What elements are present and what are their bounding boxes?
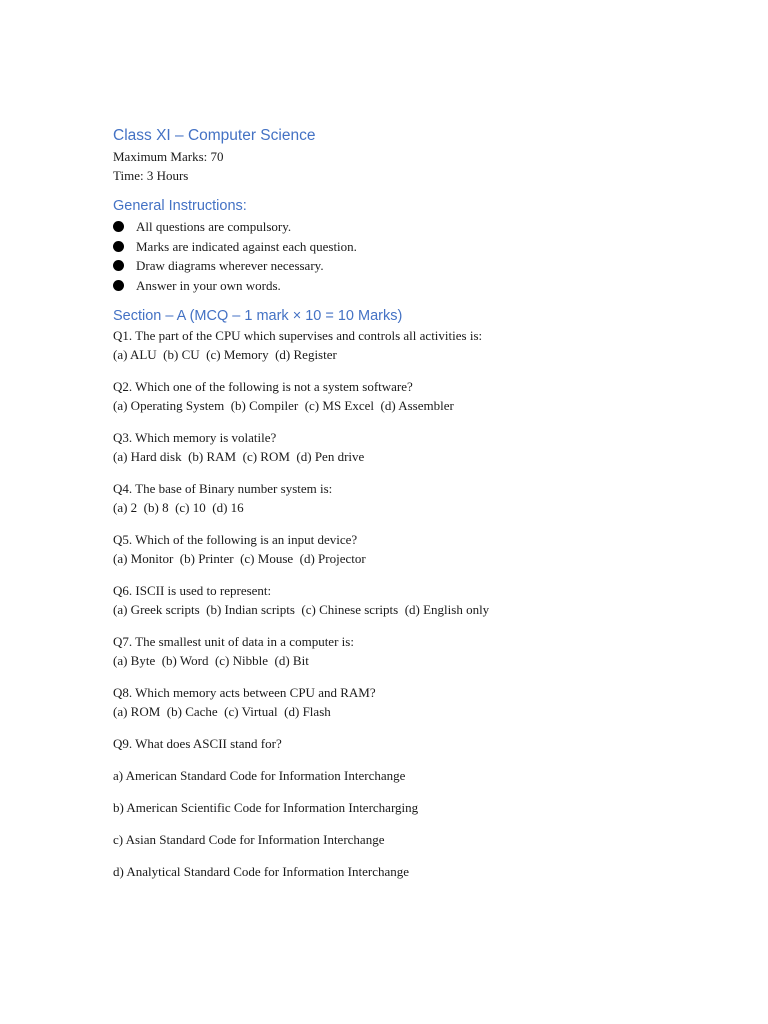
- instructions-list: [113, 217, 713, 295]
- question-options: (a) Greek scripts (b) Indian scripts (c) Chinese scripts (d) English only: [113, 601, 490, 617]
- question-text-q9: Q9. What does ASCII stand for?: [113, 736, 282, 752]
- question-text: Q8. Which memory acts between CPU and RAM?: [113, 685, 376, 701]
- question-text: Q2. Which one of the following is not a system software?: [113, 379, 413, 395]
- question-text: Q6. ISCII is used to represent:: [113, 583, 272, 599]
- instruction-text: All questions are compulsory.: [136, 219, 292, 234]
- instruction-text: Draw diagrams wherever necessary.: [136, 258, 324, 274]
- bullet-icon: [113, 280, 124, 291]
- question-options: (a) ROM (b) Cache (c) Virtual (d) Flash: [113, 703, 331, 719]
- time-allowed: Time: 3 Hours: [113, 167, 189, 183]
- bullet-icon: [113, 260, 124, 271]
- bullet-icon: [113, 221, 124, 232]
- question-block-q4: [113, 480, 713, 517]
- question-text: Q3. Which memory is volatile?: [113, 430, 277, 446]
- question-block-q8: [113, 684, 713, 721]
- bullet-icon: [113, 241, 124, 252]
- section-a-heading: Section – A (MCQ – 1 mark × 10 = 10 Marks): [113, 308, 403, 325]
- question-options: (a) Hard disk (b) RAM (c) ROM (d) Pen drive: [113, 448, 365, 464]
- question-block-q6: [113, 582, 713, 619]
- question-options: (a) 2 (b) 8 (c) 10 (d) 16: [113, 499, 244, 515]
- instruction-item: [113, 256, 713, 276]
- question-block-q5: [113, 531, 713, 568]
- instruction-text: Marks are indicated against each question.: [136, 238, 357, 254]
- q9-option-c: c) Asian Standard Code for Information Interchange: [113, 832, 385, 848]
- question-text: Q7. The smallest unit of data in a computer is:: [113, 634, 354, 650]
- question-text: Q4. The base of Binary number system is:: [113, 481, 333, 497]
- question-block-q7: [113, 633, 713, 670]
- instruction-item: [113, 237, 713, 257]
- document-title: Class XI – Computer Science: [113, 127, 316, 144]
- question-text: Q1. The part of the CPU which supervises and controls all activities is:: [113, 328, 483, 344]
- question-options: (a) Operating System (b) Compiler (c) MS Excel (d) Assembler: [113, 397, 454, 413]
- max-marks: Maximum Marks: 70: [113, 149, 224, 164]
- instruction-item: [113, 217, 713, 237]
- question-options: (a) Monitor (b) Printer (c) Mouse (d) Projector: [113, 550, 366, 566]
- question-options: (a) ALU (b) CU (c) Memory (d) Register: [113, 346, 337, 362]
- document-page: [113, 124, 713, 895]
- instructions-heading: General Instructions:: [113, 198, 247, 214]
- question-text: Q5. Which of the following is an input device?: [113, 532, 358, 548]
- question-block-q1: [113, 327, 713, 364]
- question-block-q3: [113, 429, 713, 466]
- instruction-text: Answer in your own words.: [136, 277, 281, 293]
- q9-option-a: a) American Standard Code for Information Interchange: [113, 768, 406, 784]
- instruction-item: [113, 276, 713, 296]
- q9-option-d: d) Analytical Standard Code for Information Interchange: [113, 864, 410, 880]
- q9-option-b: b) American Scientific Code for Information Intercharging: [113, 800, 419, 816]
- question-block-q2: [113, 378, 713, 415]
- question-options: (a) Byte (b) Word (c) Nibble (d) Bit: [113, 652, 309, 668]
